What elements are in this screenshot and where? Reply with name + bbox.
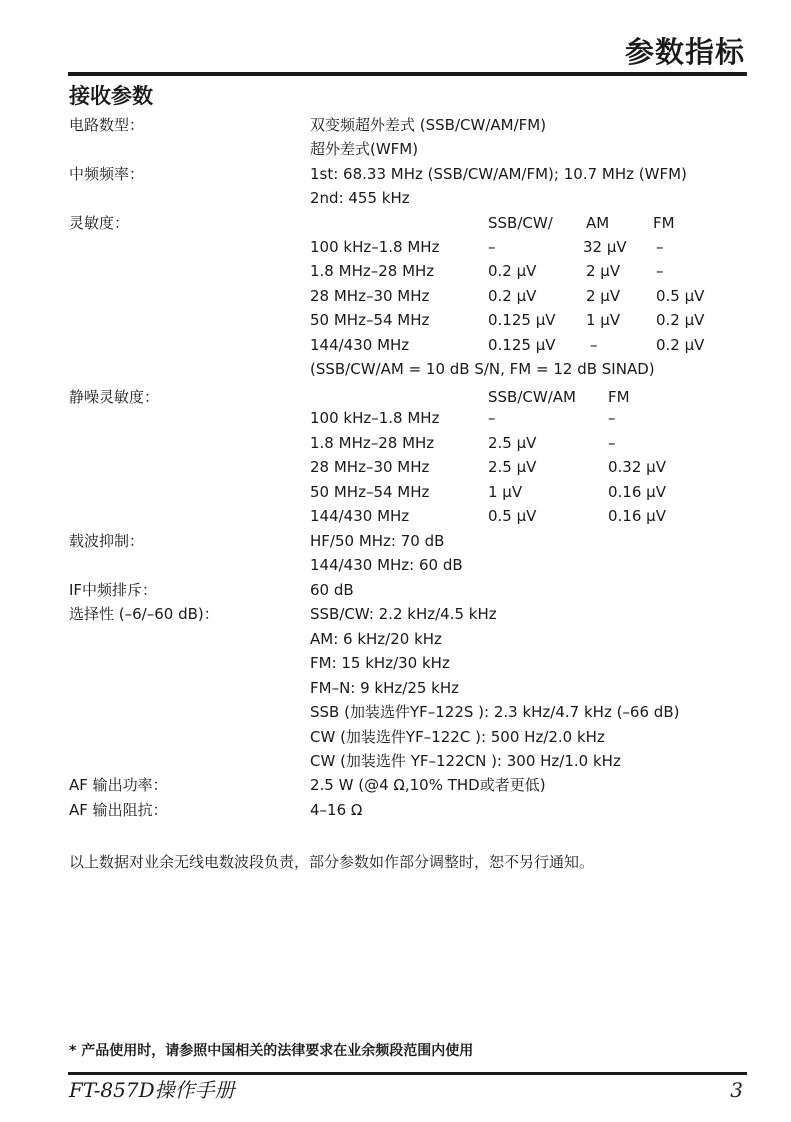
sensitivity-note: (SSB/CW/AM = 10 dB S/N, FM = 12 dB SINAD) (310, 360, 655, 378)
spec-value: 双变频超外差式 (SSB/CW/AM/FM) (310, 116, 547, 134)
table-cell: 0.2 μV (656, 336, 705, 354)
spec-value: 2nd: 455 kHz (310, 189, 410, 207)
table-cell: 0.125 μV (488, 311, 556, 329)
table-cell: 28 MHz–30 MHz (310, 458, 430, 476)
table-cell: 0.125 μV (488, 336, 556, 354)
table-cell: 0.5 μV (488, 507, 537, 525)
page-number: 3 (730, 1078, 743, 1102)
spec-value: SSB/CW: 2.2 kHz/4.5 kHz (310, 605, 497, 623)
table-cell: 0.32 μV (608, 458, 666, 476)
spec-label: 选择性 (–6/–60 dB)： (69, 605, 219, 623)
table-header: FM (653, 214, 675, 232)
spec-value: 1st: 68.33 MHz (SSB/CW/AM/FM); 10.7 MHz (WFM) (310, 165, 687, 183)
spec-label: 灵敏度： (69, 214, 130, 232)
table-cell: – (608, 434, 616, 452)
table-cell: 0.2 μV (488, 287, 537, 305)
spec-label: AF 输出阻抗： (69, 801, 168, 819)
header-divider (68, 72, 747, 76)
table-cell: 28 MHz–30 MHz (310, 287, 430, 305)
spec-label: 静噪灵敏度： (69, 388, 160, 406)
manual-name: FT-857D操作手册 (69, 1078, 235, 1102)
spec-label: IF中频排斥： (69, 581, 158, 599)
section-title: 接收参数 (69, 84, 153, 108)
table-cell: 0.16 μV (608, 507, 666, 525)
spec-value: SSB (加装选件YF–122S ): 2.3 kHz/4.7 kHz (–66 dB) (310, 703, 680, 721)
table-cell: 0.2 μV (656, 311, 705, 329)
spec-value: HF/50 MHz: 70 dB (310, 532, 445, 550)
page-title: 参数指标 (624, 35, 745, 69)
spec-value: FM: 15 kHz/30 kHz (310, 654, 450, 672)
table-cell: – (656, 262, 664, 280)
table-cell: 0.16 μV (608, 483, 666, 501)
table-cell: – (608, 409, 616, 427)
spec-value: CW (加装选件YF–122C ): 500 Hz/2.0 kHz (310, 728, 605, 746)
table-cell: – (488, 409, 496, 427)
spec-label: AF 输出功率： (69, 776, 168, 794)
table-header: SSB/CW/ (488, 214, 553, 232)
table-cell: 0.2 μV (488, 262, 537, 280)
table-header: SSB/CW/AM (488, 388, 576, 406)
table-cell: – (656, 238, 664, 256)
spec-value: 超外差式(WFM) (310, 140, 419, 158)
table-cell: 144/430 MHz (310, 507, 410, 525)
table-header: AM (586, 214, 610, 232)
table-cell: 1 μV (488, 483, 523, 501)
spec-label: 电路数型： (69, 116, 145, 134)
table-cell: 144/430 MHz (310, 336, 410, 354)
table-cell: – (488, 238, 496, 256)
table-cell: 2 μV (586, 287, 621, 305)
disclaimer-note: 以上数据对业余无线电数波段负责，部分参数如作部分调整时，恕不另行通知。 (69, 853, 595, 871)
table-header: FM (608, 388, 630, 406)
table-cell: 50 MHz–54 MHz (310, 483, 430, 501)
spec-value: 60 dB (310, 581, 354, 599)
spec-value: AM: 6 kHz/20 kHz (310, 630, 442, 648)
table-cell: 32 μV (583, 238, 627, 256)
table-cell: – (590, 336, 598, 354)
spec-label: 载波抑制： (69, 532, 145, 550)
spec-value: CW (加装选件 YF–122CN ): 300 Hz/1.0 kHz (310, 752, 621, 770)
spec-value: 144/430 MHz: 60 dB (310, 556, 463, 574)
table-cell: 100 kHz–1.8 MHz (310, 409, 440, 427)
table-cell: 1 μV (586, 311, 621, 329)
spec-value: 4–16 Ω (310, 801, 363, 819)
table-cell: 50 MHz–54 MHz (310, 311, 430, 329)
table-cell: 0.5 μV (656, 287, 705, 305)
table-cell: 2 μV (586, 262, 621, 280)
spec-label: 中频频率： (69, 165, 145, 183)
footer-divider (68, 1072, 747, 1075)
table-cell: 2.5 μV (488, 434, 537, 452)
spec-value: 2.5 W (@4 Ω,10% THD或者更低) (310, 776, 546, 794)
table-cell: 2.5 μV (488, 458, 537, 476)
spec-value: FM–N: 9 kHz/25 kHz (310, 679, 460, 697)
legal-footnote: * 产品使用时，请参照中国相关的法律要求在业余频段范围内使用 (69, 1043, 474, 1059)
table-cell: 1.8 MHz–28 MHz (310, 434, 435, 452)
table-cell: 1.8 MHz–28 MHz (310, 262, 435, 280)
table-cell: 100 kHz–1.8 MHz (310, 238, 440, 256)
